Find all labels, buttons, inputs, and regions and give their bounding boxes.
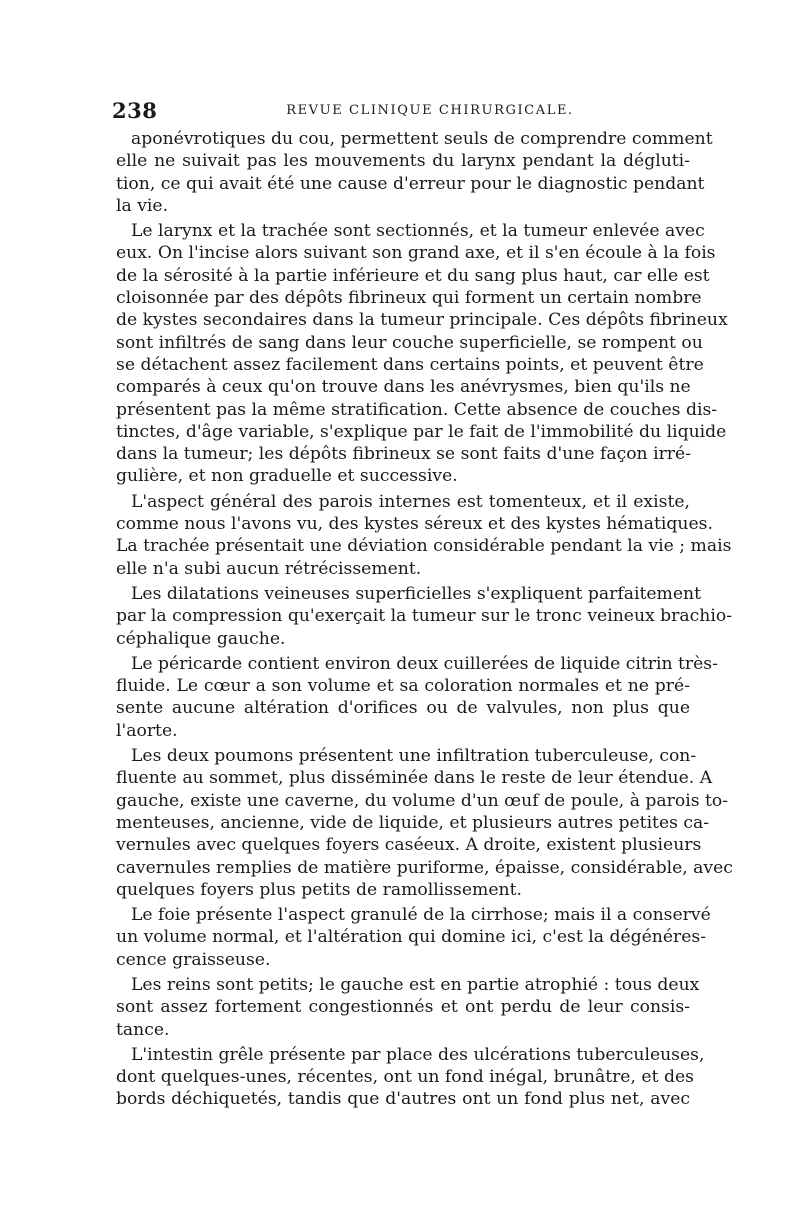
page-header — [112, 98, 688, 124]
running-title: REVUE CLINIQUE CHIRURGICALE. — [286, 103, 574, 118]
text-line: céphalique gauche. — [116, 628, 286, 649]
text-line: Le péricarde contient environ deux cuillerées de liquide citrin très- — [131, 653, 718, 674]
text-line: vernules avec quelques foyers caséeux. A droite, existent plusieurs — [116, 835, 702, 856]
text-line: sente aucune altération d'orifices ou de valvules, non plus que — [116, 698, 690, 719]
text-line: sont infiltrés de sang dans leur couche superficielle, se rompent ou — [116, 332, 703, 353]
paragraph — [116, 745, 733, 901]
text-line: tance. — [116, 1019, 170, 1040]
text-line: Le larynx et la trachée sont sectionnés, et la tumeur enlevée avec — [131, 221, 705, 242]
text-line: cloisonnée par des dépôts fibrineux qui forment un certain nombre — [116, 288, 702, 309]
text-line: présentent pas la même stratification. Cette absence de couches dis- — [116, 399, 718, 420]
text-line: Les reins sont petits; le gauche est en partie atrophié : tous deux — [131, 974, 700, 995]
text-line: par la compression qu'exerçait la tumeur sur le tronc veineux brachio- — [116, 606, 732, 627]
text-line: quelques foyers plus petits de ramollissement. — [116, 879, 522, 900]
paragraph — [116, 220, 728, 488]
text-line: elle n'a subi aucun rétrécissement. — [116, 558, 422, 579]
text-line: dans la tumeur; les dépôts fibrineux se sont faits d'une façon irré- — [116, 444, 691, 465]
text-line: gauche, existe une caverne, du volume d'un œuf de poule, à parois to- — [116, 790, 729, 811]
text-line: fluente au sommet, plus disséminée dans le reste de leur étendue. A — [116, 768, 713, 789]
paragraph — [116, 974, 700, 1041]
paragraph — [116, 583, 732, 650]
text-line: La trachée présentait une déviation considérable pendant la vie ; mais — [116, 536, 732, 557]
text-line: un volume normal, et l'altération qui domine ici, c'est la dégénéres- — [116, 927, 707, 948]
text-line: eux. On l'incise alors suivant son grand axe, et il s'en écoule à la fois — [116, 243, 716, 264]
text-line: tinctes, d'âge variable, s'explique par le fait de l'immobilité du liquide — [116, 421, 727, 442]
text-line: Les deux poumons présentent une infiltration tuberculeuse, con- — [131, 746, 697, 767]
paragraph — [116, 128, 713, 217]
text-line: elle ne suivait pas les mouvements du larynx pendant la dégluti- — [116, 151, 690, 172]
text-line: la vie. — [116, 195, 169, 216]
text-line: L'intestin grêle présente par place des ulcérations tuberculeuses, — [131, 1044, 705, 1065]
text-line: de kystes secondaires dans la tumeur principale. Ces dépôts fibrineux — [116, 310, 728, 331]
page-number: 238 — [112, 98, 158, 123]
text-line: L'aspect général des parois internes est tomenteux, et il existe, — [131, 491, 690, 512]
paragraph — [116, 904, 711, 971]
paragraph — [116, 491, 732, 580]
text-line: bords déchiquetés, tandis que d'autres ont un fond plus net, avec — [116, 1089, 690, 1110]
text-line: aponévrotiques du cou, permettent seuls de comprendre comment — [131, 129, 713, 149]
body-text — [116, 128, 733, 1111]
text-line: se détachent assez facilement dans certains points, et peuvent être — [116, 354, 704, 375]
text-line: dont quelques-unes, récentes, ont un fond inégal, brunâtre, et des — [116, 1067, 694, 1088]
text-line: comparés à ceux qu'on trouve dans les anévrysmes, bien qu'ils ne — [116, 377, 691, 398]
text-line: cavernules remplies de matière puriforme, épaisse, considérable, avec — [116, 857, 733, 878]
text-line: Les dilatations veineuses superficielles s'expliquent parfaitement — [131, 583, 702, 604]
paragraph — [116, 653, 718, 742]
text-line: sont assez fortement congestionnés et ont perdu de leur consis- — [116, 997, 690, 1018]
text-line: comme nous l'avons vu, des kystes séreux et des kystes hématiques. — [116, 514, 713, 535]
text-line: menteuses, ancienne, vide de liquide, et plusieurs autres petites ca- — [116, 812, 710, 833]
text-line: fluide. Le cœur a son volume et sa coloration normales et ne pré- — [116, 676, 690, 697]
text-line: Le foie présente l'aspect granulé de la cirrhose; mais il a conservé — [131, 905, 711, 926]
text-line: tion, ce qui avait été une cause d'erreur pour le diagnostic pendant — [116, 173, 705, 194]
text-line: cence graisseuse. — [116, 949, 271, 970]
paragraph — [116, 1044, 705, 1111]
text-line: gulière, et non graduelle et successive. — [116, 466, 458, 487]
text-line: de la sérosité à la partie inférieure et du sang plus haut, car elle est — [116, 265, 710, 286]
text-line: l'aorte. — [116, 720, 178, 741]
